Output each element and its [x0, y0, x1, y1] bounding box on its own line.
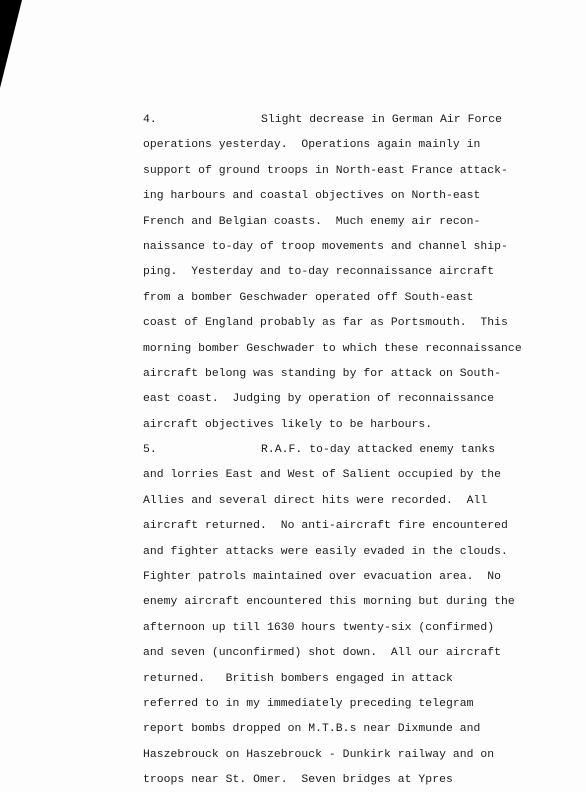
paragraph-number: 5.	[143, 444, 157, 457]
text-line: aircraft returned. No anti-aircraft fire encountered	[143, 520, 508, 533]
text-line: ing harbours and coastal objectives on North-east	[143, 190, 481, 203]
text-line: coast of England probably as far as Portsmouth. This	[143, 317, 508, 330]
text-line: morning bomber Geschwader to which these reconnaissance	[143, 342, 522, 355]
text-line: afternoon up till 1630 hours twenty-six (confirmed)	[143, 621, 495, 634]
text-line: aircraft objectives likely to be harbours.	[143, 418, 433, 431]
text-line: Fighter patrols maintained over evacuation area. No	[143, 571, 502, 584]
text-line: report bombs dropped on M.T.B.s near Dixmunde and	[143, 723, 481, 736]
text-line: Slight decrease in German Air Force	[261, 114, 502, 126]
text-line: east coast. Judging by operation of reconnaissance	[143, 393, 495, 406]
paragraph-number: 4.	[143, 114, 157, 126]
text-line: and fighter attacks were easily evaded in the clouds.	[143, 545, 508, 558]
text-line: returned. British bombers engaged in attack	[143, 672, 453, 685]
text-line: and lorries East and West of Salient occupied by the	[143, 469, 502, 482]
scan-corner-shadow	[0, 0, 22, 88]
text-line: troops near St. Omer. Seven bridges at Ypres	[143, 774, 453, 787]
text-line: aircraft belong was standing by for attack on South-	[143, 367, 502, 380]
paragraph-4-first-line	[143, 108, 553, 133]
text-line: naissance to-day of troop movements and channel ship-	[143, 240, 508, 253]
text-line: support of ground troops in North-east France attack-	[143, 164, 508, 177]
text-line: Haszebrouck on Haszebrouck - Dunkirk railway and on	[143, 748, 495, 761]
paragraph-5-first-line	[143, 438, 553, 463]
text-line: and seven (unconfirmed) shot down. All our aircraft	[143, 647, 502, 660]
typed-text-body	[143, 108, 553, 794]
text-line: ping. Yesterday and to-day reconnaissance aircraft	[143, 266, 495, 279]
text-line: referred to in my immediately preceding telegram	[143, 697, 474, 710]
text-line: R.A.F. to-day attacked enemy tanks	[261, 444, 496, 457]
text-line: enemy aircraft encountered this morning but during the	[143, 596, 515, 609]
text-line: from a bomber Geschwader operated off South-east	[143, 291, 474, 304]
text-line: French and Belgian coasts. Much enemy air recon-	[143, 215, 481, 228]
text-line: operations yesterday. Operations again mainly in	[143, 139, 481, 152]
text-line: Allies and several direct hits were recorded. All	[143, 494, 488, 507]
